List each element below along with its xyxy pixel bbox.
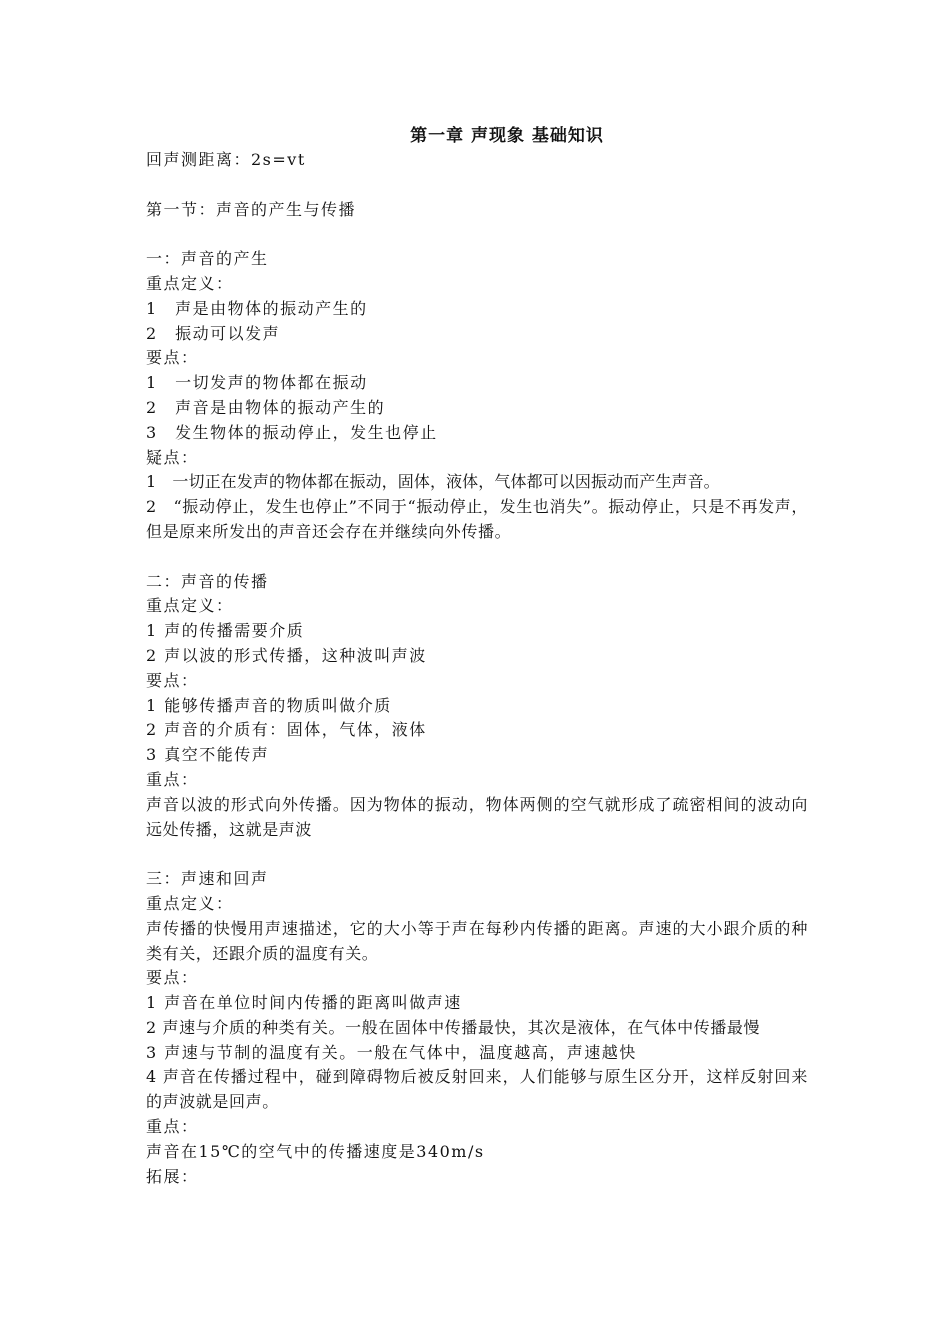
part1-heading: 一：声音的产生 <box>146 249 269 269</box>
part1-doubt-item: 1 一切正在发声的物体都在振动，固体，液体，气体都可以因振动而产生声音。 <box>146 472 720 492</box>
section-title: 第一节：声音的产生与传播 <box>146 199 357 219</box>
part3-key-item: 4 声音在传播过程中，碰到障碍物后被反射回来，人们能够与原生区分开，这样反射回来的声波就是回声。 <box>146 1067 808 1112</box>
part1-def-item: 1 声是由物体的振动产生的 <box>146 298 368 318</box>
chapter-title: 第一章 声现象 基础知识 <box>410 126 604 146</box>
part2-def-label: 重点定义： <box>146 596 234 616</box>
part2-key-item: 3 真空不能传声 <box>146 745 270 765</box>
part2-focus-text: 声音以波的形式向外传播。因为物体的振动，物体两侧的空气就形成了疏密相间的波动向远处传播，这就是声波 <box>146 794 808 839</box>
part2-focus-label: 重点： <box>146 769 199 789</box>
part2-def-item: 2 声以波的形式传播，这种波叫声波 <box>146 645 427 665</box>
echo-formula: 回声测距离：2s=vt <box>146 150 306 169</box>
part1-doubt-item: 2 “振动停止，发生也停止”不同于“振动停止，发生也消失”。振动停止，只是不再发声，但是原来所发出的声音还会存在并继续向外传播。 <box>146 497 808 541</box>
part3-def-text: 声传播的快慢用声速描述，它的大小等于声在每秒内传播的距离。声速的大小跟介质的种类有关，还跟介质的温度有关。 <box>146 918 808 963</box>
spacer <box>146 222 808 247</box>
spacer <box>146 173 808 198</box>
part3-key-item: 2 声速与介质的种类有关。一般在固体中传播最快，其次是液体，在气体中传播最慢 <box>146 1017 761 1037</box>
part1-doubt-label: 疑点： <box>146 447 199 467</box>
part3-key-item: 1 声音在单位时间内传播的距离叫做声速 <box>146 993 462 1013</box>
part1-key-item: 1 一切发声的物体都在振动 <box>146 373 368 393</box>
part3-heading: 三：声速和回声 <box>146 869 269 889</box>
part3-focus-label: 重点： <box>146 1117 199 1137</box>
part2-def-item: 1 声的传播需要介质 <box>146 621 305 641</box>
spacer <box>146 842 808 867</box>
part1-key-item: 2 声音是由物体的振动产生的 <box>146 397 386 417</box>
part1-def-label: 重点定义： <box>146 273 234 293</box>
part1-def-item: 2 振动可以发声 <box>146 323 281 343</box>
spacer <box>146 545 808 570</box>
part3-key-label: 要点： <box>146 968 199 988</box>
part2-key-item: 1 能够传播声音的物质叫做介质 <box>146 695 392 715</box>
part2-key-item: 2 声音的介质有：固体，气体，液体 <box>146 720 427 740</box>
part3-key-item: 3 声速与节制的温度有关。一般在气体中，温度越高，声速越快 <box>146 1042 637 1062</box>
part3-focus-text: 声音在15℃的空气中的传播速度是340m/s <box>146 1141 485 1161</box>
document-page <box>146 124 808 1189</box>
part3-extend-label: 拓展： <box>146 1166 199 1186</box>
part3-def-label: 重点定义： <box>146 893 234 913</box>
part2-key-label: 要点： <box>146 670 199 690</box>
part2-heading: 二：声音的传播 <box>146 571 269 591</box>
part1-key-item: 3 发生物体的振动停止，发生也停止 <box>146 422 438 442</box>
part1-key-label: 要点： <box>146 348 199 368</box>
